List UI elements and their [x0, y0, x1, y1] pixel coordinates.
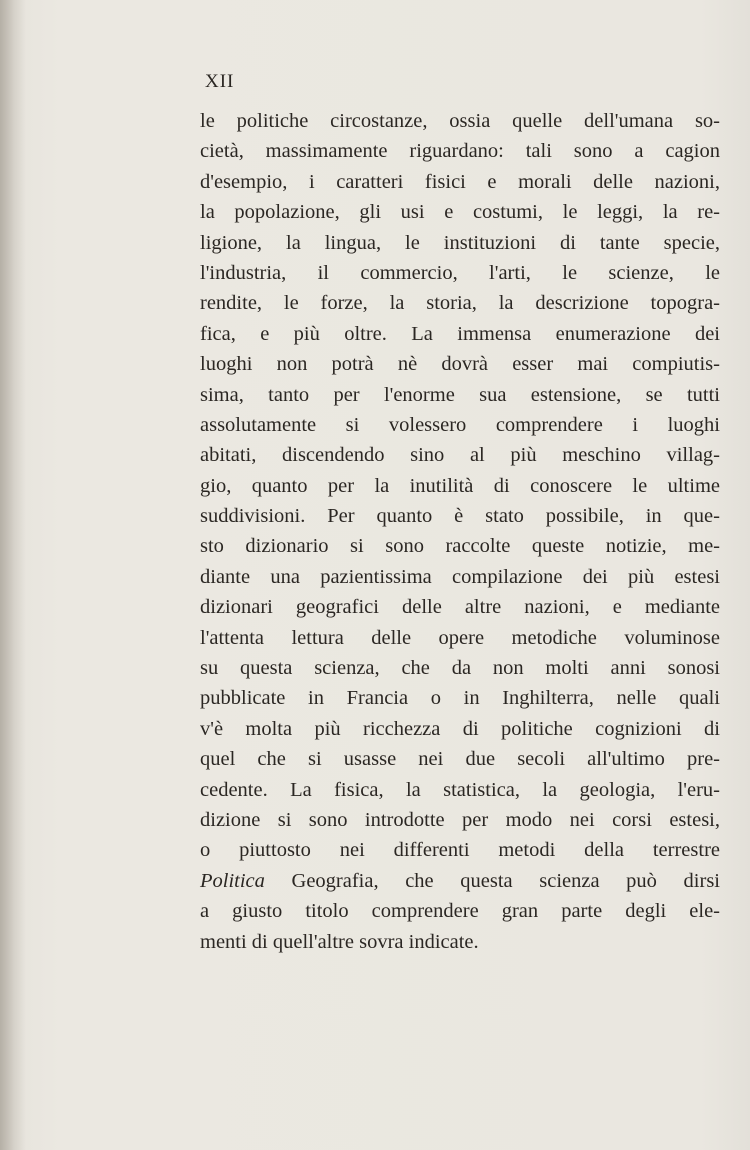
text-line: luoghi non potrà nè dovrà esser mai compiutis-: [200, 353, 720, 376]
text-line: sima, tanto per l'enorme sua estensione, se tutti: [200, 383, 720, 406]
text-line: cedente. La fisica, la statistica, la geologia, l'eru-: [200, 778, 720, 801]
spine-shadow: [0, 0, 26, 1150]
text-line-last: menti di quell'altre sovra indicate.: [200, 930, 479, 953]
text-line: quel che si usasse nei due secoli all'ultimo pre-: [200, 748, 720, 771]
text-line: rendite, le forze, la storia, la descrizione topogra-: [200, 292, 720, 315]
text-line: gio, quanto per la inutilità di conoscere le ultime: [200, 474, 720, 497]
text-line: assolutamente si volessero comprendere i luoghi: [200, 413, 720, 436]
text-line: ligione, la lingua, le instituzioni di tante specie,: [200, 231, 720, 254]
page-number: XII: [205, 71, 235, 92]
italic-word: Politica: [200, 869, 265, 892]
text-line: suddivisioni. Per quanto è stato possibile, in que-: [200, 505, 720, 528]
text-line: l'attenta lettura delle opere metodiche voluminose: [200, 626, 720, 649]
text-line: le politiche circostanze, ossia quelle dell'umana so-: [200, 110, 720, 132]
text-line: fica, e più oltre. La immensa enumerazione dei: [200, 322, 720, 345]
text-line: cietà, massimamente riguardano: tali sono a cagion: [200, 140, 720, 163]
text-line-mixed: [200, 866, 720, 896]
text-line: o piuttosto nei differenti metodi della terrestre: [200, 839, 720, 862]
text-segment: Geografia, che questa scienza può dirsi: [264, 869, 720, 892]
text-line: l'industria, il commercio, l'arti, le scienze, le: [200, 261, 720, 284]
text-line: la popolazione, gli usi e costumi, le leggi, la re-: [200, 201, 720, 224]
text-line: abitati, discendendo sino al più meschino villag-: [200, 444, 720, 467]
text-line: dizionari geografici delle altre nazioni, e mediante: [200, 596, 720, 619]
text-line: sto dizionario si sono raccolte queste notizie, me-: [200, 535, 720, 558]
text-line: d'esempio, i caratteri fisici e morali delle nazioni,: [200, 170, 720, 193]
text-line: diante una pazientissima compilazione dei più estesi: [200, 565, 720, 588]
body-text: [200, 106, 720, 957]
text-line: pubblicate in Francia o in Inghilterra, nelle quali: [200, 687, 720, 710]
text-line: v'è molta più ricchezza di politiche cognizioni di: [200, 717, 720, 740]
text-line: dizione si sono introdotte per modo nei corsi estesi,: [200, 808, 720, 831]
text-line: a giusto titolo comprendere gran parte degli ele-: [200, 900, 720, 923]
text-line: su questa scienza, che da non molti anni sonosi: [200, 657, 720, 680]
